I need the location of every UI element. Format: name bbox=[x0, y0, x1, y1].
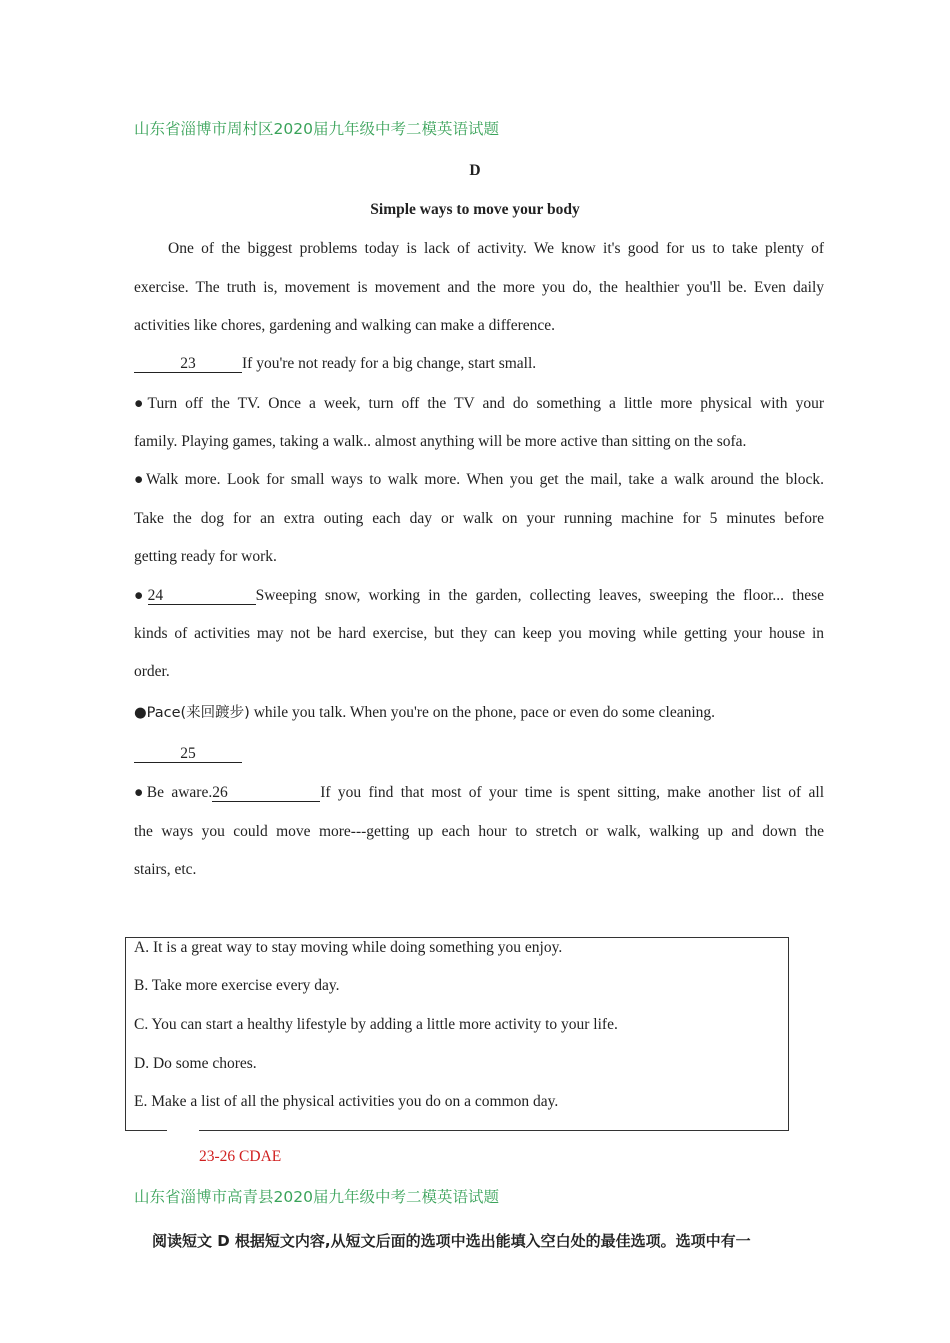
blank-25[interactable]: 25 bbox=[134, 745, 242, 763]
bullet-aware-text: If you find that most of your time is spent sitting, make another list of all bbox=[320, 784, 825, 801]
blank-23-line bbox=[134, 354, 824, 374]
paragraph-line-1: One of the biggest problems today is lack of activity. We know it's good for us to take plenty of bbox=[168, 240, 824, 257]
bullet-tv-title: ●Turn off the TV. bbox=[134, 395, 261, 412]
paragraph-line-3: activities like chores, gardening and walking can make a difference. bbox=[134, 317, 556, 334]
paragraph-line-2: exercise. The truth is, movement is movement and the more you do, the healthier you'll be. Even daily bbox=[134, 279, 824, 296]
exam-title-gaoqing: 山东省淄博市高青县2020届九年级中考二模英语试题 bbox=[134, 1188, 499, 1206]
bullet-24-line-3: order. bbox=[134, 663, 170, 680]
bullet-aware-line-3: stairs, etc. bbox=[134, 861, 197, 878]
section-letter: D bbox=[469, 162, 481, 179]
bullet-walk-line-2: Take the dog for an extra outing each day or walk on your running machine for 5 minutes before bbox=[134, 510, 824, 527]
bullet-walk-title: ●Walk more. bbox=[134, 471, 221, 488]
blank-24[interactable]: 24 bbox=[148, 587, 256, 605]
answer-key: 23-26 CDAE bbox=[199, 1148, 282, 1165]
bullet-tv-line-2: family. Playing games, taking a walk.. almost anything will be more active than sitting on the sofa. bbox=[134, 433, 747, 450]
bullet-aware-line-2: the ways you could move more---getting up each hour to stretch or walk, walking up and down the bbox=[134, 823, 824, 840]
option-a: A. It is a great way to stay moving while doing something you enjoy. bbox=[134, 939, 563, 956]
blank-23[interactable]: 23 bbox=[134, 355, 242, 373]
options-box-border-right bbox=[199, 1130, 788, 1131]
reading-instruction: 阅读短文 D 根据短文内容,从短文后面的选项中选出能填入空白处的最佳选项。选项中有一 bbox=[152, 1232, 751, 1250]
passage-title: Simple ways to move your body bbox=[370, 201, 580, 218]
bullet-24-text: Sweeping snow, working in the garden, collecting leaves, sweeping the floor... these bbox=[255, 587, 824, 604]
bullet-tv-text: Once a week, turn off the TV and do something a little more physical with your bbox=[268, 395, 825, 412]
bullet-24-line-1 bbox=[134, 586, 824, 606]
blank-25-line bbox=[134, 744, 824, 764]
bullet-24-dot: ● bbox=[134, 587, 148, 604]
option-e: E. Make a list of all the physical activities you do on a common day. bbox=[134, 1093, 559, 1110]
bullet-tv-line-1 bbox=[134, 394, 824, 414]
bullet-aware-line-1 bbox=[134, 783, 824, 803]
bullet-walk-line-3: getting ready for work. bbox=[134, 548, 277, 565]
blank-26[interactable]: 26 bbox=[212, 784, 320, 802]
option-c: C. You can start a healthy lifestyle by adding a little more activity to your life. bbox=[134, 1016, 618, 1033]
blank-23-text: If you're not ready for a big change, start small. bbox=[242, 355, 537, 372]
exam-title-zhoucun: 山东省淄博市周村区2020届九年级中考二模英语试题 bbox=[134, 120, 499, 138]
option-d: D. Do some chores. bbox=[134, 1055, 257, 1072]
bullet-aware-title: ●Be aware. bbox=[134, 784, 213, 801]
bullet-pace-title: ●Pace(来回踱步) bbox=[134, 705, 250, 721]
bullet-24-line-2: kinds of activities may not be hard exercise, but they can keep you moving while getting your house in bbox=[134, 625, 824, 642]
bullet-pace-line bbox=[134, 703, 824, 723]
bullet-pace-text: while you talk. When you're on the phone, pace or even do some cleaning. bbox=[253, 704, 716, 721]
options-box-border-left bbox=[125, 1130, 167, 1131]
option-b: B. Take more exercise every day. bbox=[134, 977, 340, 994]
bullet-walk-text: Look for small ways to walk more. When you get the mail, take a walk around the block. bbox=[227, 471, 824, 488]
bullet-walk-line-1 bbox=[134, 470, 824, 490]
